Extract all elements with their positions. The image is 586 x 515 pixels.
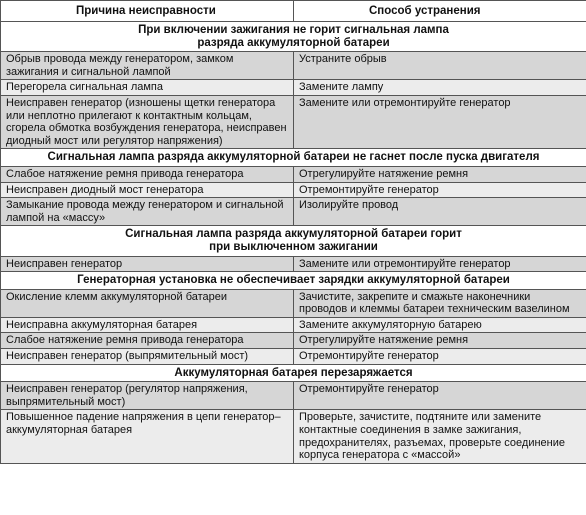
table-row — [1, 256, 586, 272]
fix-cell: Изолируйте провод — [294, 198, 586, 226]
section-heading-row — [1, 272, 586, 290]
cause-cell: Неисправен генератор (регулятор напряжения, выпрямительный мост) — [1, 382, 294, 410]
table-row — [1, 80, 586, 96]
fix-cell: Отремонтируйте генератор — [294, 349, 586, 365]
section-title — [1, 22, 586, 52]
section-heading-row — [1, 22, 586, 52]
fix-cell: Замените или отремонтируйте генератор — [294, 256, 586, 272]
section-title-line: разряда аккумуляторной батареи — [197, 36, 390, 49]
fix-cell: Отрегулируйте натяжение ремня — [294, 166, 586, 182]
header-cause: Причина неисправности — [1, 1, 294, 22]
table-row — [1, 289, 586, 317]
table-row — [1, 198, 586, 226]
cause-cell: Обрыв провода между генератором, замком зажигания и сигнальной лампой — [1, 52, 294, 80]
section-title — [1, 226, 586, 256]
section-title — [1, 364, 586, 382]
cause-cell: Повышенное падение напряжения в цепи генератор–аккумуляторная батарея — [1, 410, 294, 463]
section-title — [1, 149, 586, 167]
cause-cell: Неисправна аккумуляторная батарея — [1, 317, 294, 333]
fix-cell: Зачистите, закрепите и смажьте наконечники проводов и клеммы батареи техническим вазелином — [294, 289, 586, 317]
table-row — [1, 410, 586, 463]
section-title-line: Сигнальная лампа разряда аккумуляторной батареи не гаснет после пуска двигателя — [47, 151, 540, 164]
cause-cell: Неисправен диодный мост генератора — [1, 182, 294, 198]
fix-cell: Отрегулируйте натяжение ремня — [294, 333, 586, 349]
cause-cell: Слабое натяжение ремня привода генератора — [1, 333, 294, 349]
section-heading-row — [1, 226, 586, 256]
section-title — [1, 272, 586, 290]
section-title-line: Генераторная установка не обеспечивает зарядки аккумуляторной батареи — [77, 274, 510, 287]
cause-cell: Перегорела сигнальная лампа — [1, 80, 294, 96]
section-title-line: Сигнальная лампа разряда аккумуляторной батареи горит — [125, 228, 462, 241]
cause-cell: Окисление клемм аккумуляторной батареи — [1, 289, 294, 317]
cause-cell: Неисправен генератор (выпрямительный мост) — [1, 349, 294, 365]
table-row — [1, 349, 586, 365]
fix-cell: Проверьте, зачистите, подтяните или замените контактные соединения в замке зажигания, предохранителях, разъемах, проверьте соединение корпуса генератора с «массой» — [294, 410, 586, 463]
section-title-line: при выключенном зажигании — [209, 240, 378, 253]
cause-cell: Неисправен генератор — [1, 256, 294, 272]
cause-cell: Слабое натяжение ремня привода генератора — [1, 166, 294, 182]
table-row — [1, 52, 586, 80]
table-row — [1, 382, 586, 410]
section-heading-row — [1, 149, 586, 167]
section-heading-row — [1, 364, 586, 382]
fix-cell: Замените лампу — [294, 80, 586, 96]
table-row — [1, 95, 586, 148]
header-fix: Способ устранения — [294, 1, 586, 22]
fix-cell: Отремонтируйте генератор — [294, 182, 586, 198]
table-row — [1, 166, 586, 182]
section-title-line: Аккумуляторная батарея перезаряжается — [174, 366, 413, 379]
cause-cell: Неисправен генератор (изношены щетки генератора или неплотно прилегают к контактным кольцам, сгорела обмотка возбуждения генератора, неисправен диодный мост или регулятор напряжения) — [1, 95, 294, 148]
fix-cell: Устраните обрыв — [294, 52, 586, 80]
table-row — [1, 333, 586, 349]
section-title-line: При включении зажигания не горит сигнальная лампа — [138, 24, 449, 36]
fix-cell: Замените аккумуляторную батарею — [294, 317, 586, 333]
table-body — [1, 22, 586, 464]
table-row — [1, 182, 586, 198]
table-row — [1, 317, 586, 333]
cause-cell: Замыкание провода между генератором и сигнальной лампой на «массу» — [1, 198, 294, 226]
fix-cell: Замените или отремонтируйте генератор — [294, 95, 586, 148]
table-header-row — [1, 1, 586, 22]
fix-cell: Отремонтируйте генератор — [294, 382, 586, 410]
